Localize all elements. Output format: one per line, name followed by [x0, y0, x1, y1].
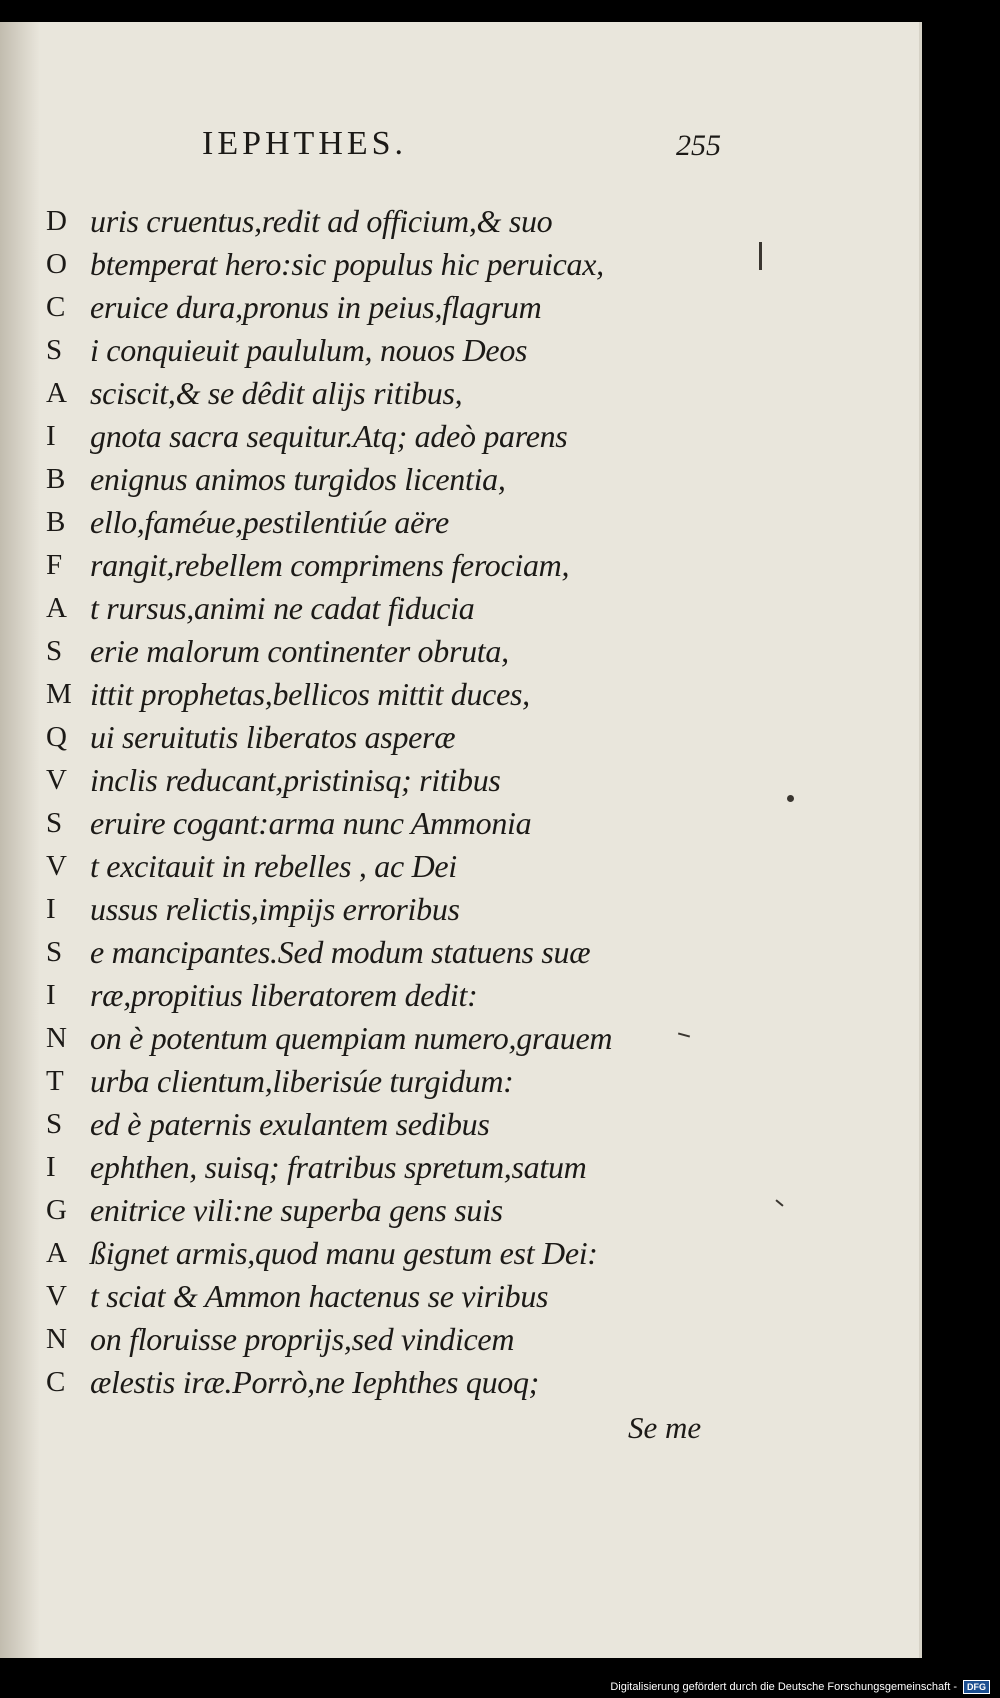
- page-number: 255: [676, 129, 721, 162]
- poem-line: [46, 1189, 612, 1232]
- acrostic-initial: D: [46, 205, 67, 237]
- poem-line: [46, 587, 612, 630]
- acrostic-initial: S: [46, 807, 63, 839]
- acrostic-initial: V: [46, 850, 67, 882]
- acrostic-initial: A: [46, 592, 67, 624]
- poem-line: [46, 1060, 612, 1103]
- line-text: i conquieuit paululum, nouos Deos: [90, 332, 528, 368]
- line-text: rangit,rebellem comprimens ferociam,: [90, 547, 570, 583]
- line-text: gnota sacra sequitur.Atq; adeò parens: [90, 418, 568, 454]
- poem-line: [46, 544, 612, 587]
- acrostic-initial: T: [46, 1065, 64, 1097]
- poem-line: [46, 458, 612, 501]
- acrostic-initial: F: [46, 549, 63, 581]
- line-text: eruire cogant:arma nunc Ammonia: [90, 805, 532, 841]
- poem-line: [46, 1103, 612, 1146]
- poem-line: [46, 974, 612, 1017]
- line-text: ßignet armis,quod manu gestum est Dei:: [90, 1235, 598, 1271]
- margin-mark: [759, 242, 762, 270]
- ink-speck: [678, 1032, 690, 1037]
- footer-bar: [610, 1680, 990, 1694]
- line-text: ello,faméue,pestilentiúe aëre: [90, 504, 449, 540]
- acrostic-initial: N: [46, 1323, 67, 1355]
- poem-line: [46, 759, 612, 802]
- acrostic-initial: I: [46, 420, 56, 452]
- line-text: on è potentum quempiam numero,grauem: [90, 1020, 613, 1056]
- acrostic-initial: S: [46, 635, 63, 667]
- poem-line: [46, 200, 612, 243]
- ink-speck: [787, 795, 794, 802]
- poem-line: [46, 931, 612, 974]
- acrostic-initial: A: [46, 377, 67, 409]
- line-text: ittit prophetas,bellicos mittit duces,: [90, 676, 530, 712]
- acrostic-initial: S: [46, 334, 63, 366]
- line-text: ed è paternis exulantem sedibus: [90, 1106, 490, 1142]
- poem-line: [46, 802, 612, 845]
- line-text: ælestis iræ.Porrò,ne Iephthes quoq;: [90, 1364, 540, 1400]
- line-text: ræ,propitius liberatorem dedit:: [90, 977, 478, 1013]
- acrostic-initial: O: [46, 248, 67, 280]
- acrostic-initial: N: [46, 1022, 67, 1054]
- line-text: ussus relictis,impijs erroribus: [90, 891, 460, 927]
- line-text: btemperat hero:sic populus hic peruicax,: [90, 246, 604, 282]
- poem-line: [46, 673, 612, 716]
- poem-line: [46, 716, 612, 759]
- running-title: IEPHTHES.: [202, 125, 408, 162]
- line-text: enignus animos turgidos licentia,: [90, 461, 506, 497]
- poem-line: [46, 630, 612, 673]
- acrostic-initial: Q: [46, 721, 67, 753]
- poem-line: [46, 243, 612, 286]
- poem-line: [46, 1361, 612, 1404]
- acrostic-poem: [46, 200, 612, 1404]
- poem-line: [46, 1275, 612, 1318]
- acrostic-initial: I: [46, 1151, 56, 1183]
- footer-credit: Digitalisierung gefördert durch die Deutsche Forschungsgemeinschaft -: [610, 1681, 957, 1693]
- line-text: t sciat & Ammon hactenus se viribus: [90, 1278, 549, 1314]
- acrostic-initial: G: [46, 1194, 67, 1226]
- line-text: erie malorum continenter obruta,: [90, 633, 509, 669]
- acrostic-initial: C: [46, 291, 66, 323]
- acrostic-initial: I: [46, 893, 56, 925]
- poem-line: [46, 329, 612, 372]
- poem-line: [46, 1146, 612, 1189]
- acrostic-initial: B: [46, 463, 66, 495]
- line-text: e mancipantes.Sed modum statuens suæ: [90, 934, 591, 970]
- line-text: ephthen, suisq; fratribus spretum,satum: [90, 1149, 587, 1185]
- line-text: t excitauit in rebelles , ac Dei: [90, 848, 457, 884]
- gutter-shadow: [0, 22, 40, 1658]
- line-text: on floruisse proprijs,sed vindicem: [90, 1321, 515, 1357]
- acrostic-initial: V: [46, 764, 67, 796]
- line-text: t rursus,animi ne cadat fiducia: [90, 590, 475, 626]
- line-text: uris cruentus,redit ad officium,& suo: [90, 203, 553, 239]
- line-text: ui seruitutis liberatos asperæ: [90, 719, 456, 755]
- acrostic-initial: S: [46, 1108, 63, 1140]
- poem-line: [46, 845, 612, 888]
- acrostic-initial: C: [46, 1366, 66, 1398]
- poem-line: [46, 1318, 612, 1361]
- line-text: urba clientum,liberisúe turgidum:: [90, 1063, 514, 1099]
- book-page: [0, 22, 922, 1658]
- poem-line: [46, 372, 612, 415]
- poem-line: [46, 286, 612, 329]
- poem-line: [46, 1017, 612, 1060]
- line-text: eruice dura,pronus in peius,flagrum: [90, 289, 542, 325]
- acrostic-initial: M: [46, 678, 72, 710]
- poem-line: [46, 1232, 612, 1275]
- poem-line: [46, 501, 612, 544]
- line-text: inclis reducant,pristinisq; ritibus: [90, 762, 501, 798]
- acrostic-initial: B: [46, 506, 66, 538]
- catchword: Se me: [628, 1410, 702, 1445]
- ink-speck: [775, 1199, 783, 1206]
- acrostic-initial: S: [46, 936, 63, 968]
- dfg-logo: DFG: [963, 1680, 990, 1694]
- acrostic-initial: V: [46, 1280, 67, 1312]
- poem-line: [46, 888, 612, 931]
- poem-line: [46, 415, 612, 458]
- acrostic-initial: A: [46, 1237, 67, 1269]
- line-text: sciscit,& se dêdit alijs ritibus,: [90, 375, 463, 411]
- acrostic-initial: I: [46, 979, 56, 1011]
- line-text: enitrice vili:ne superba gens suis: [90, 1192, 503, 1228]
